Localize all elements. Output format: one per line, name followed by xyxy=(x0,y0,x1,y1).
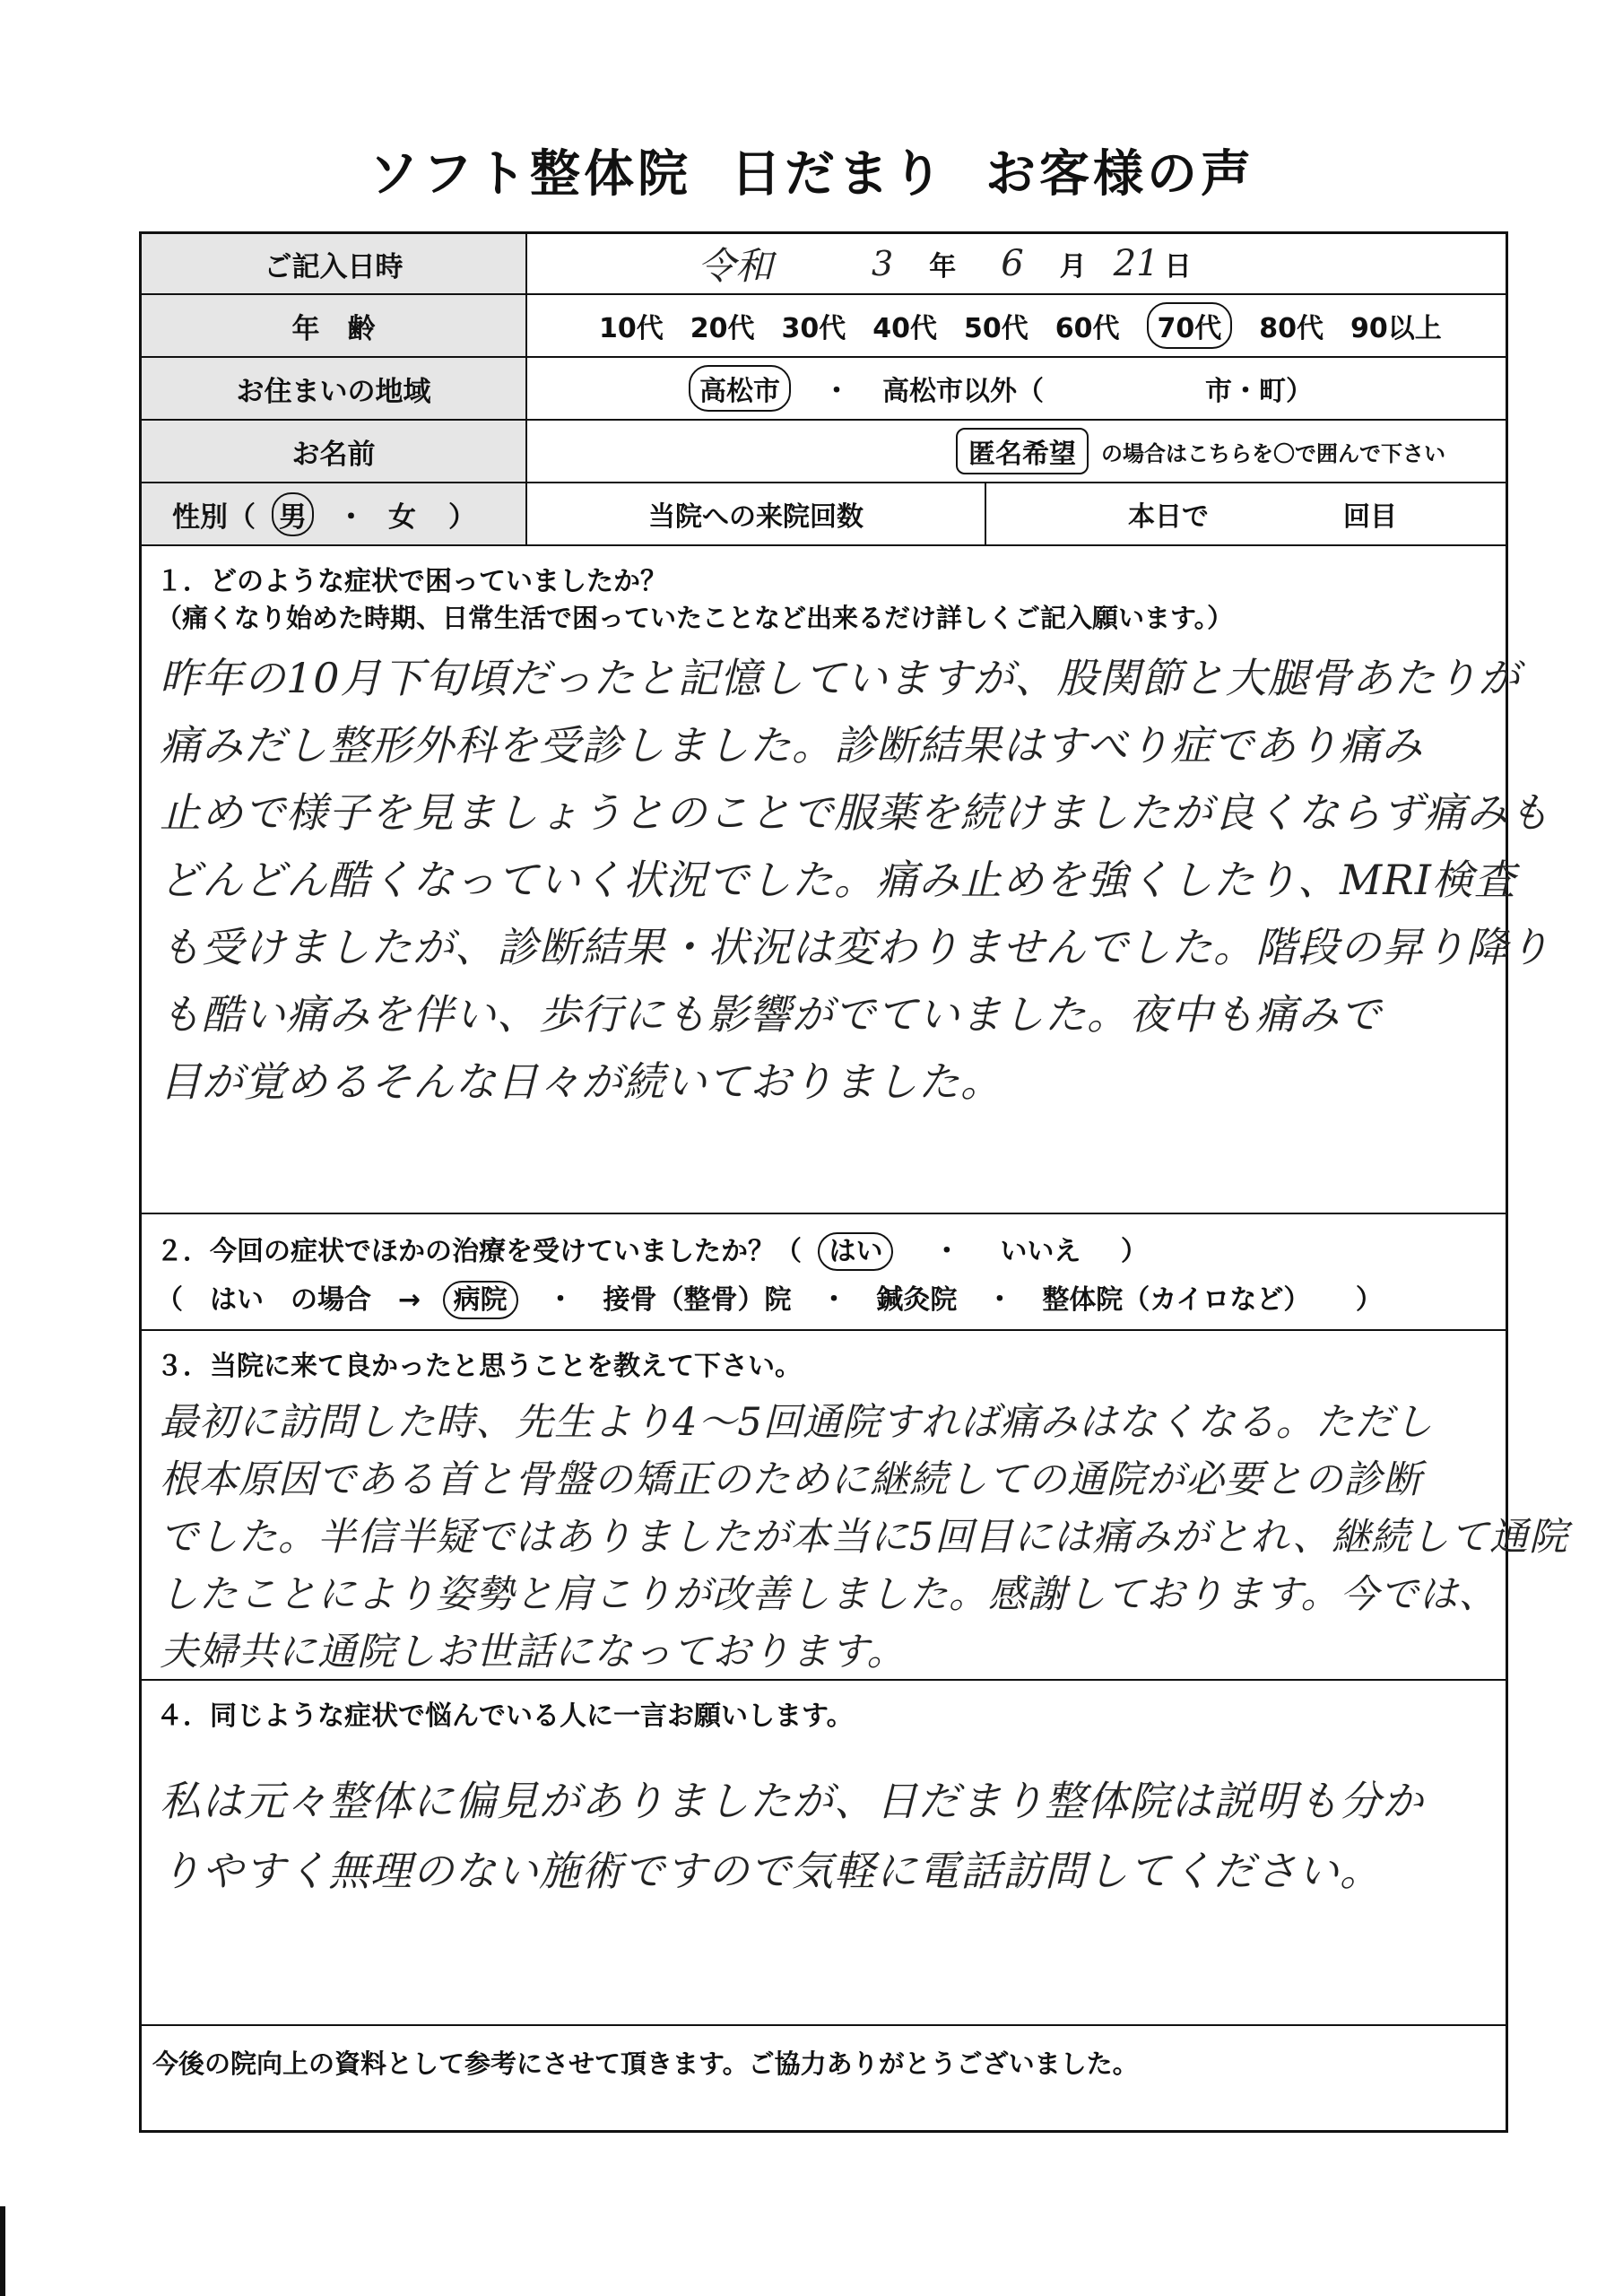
q2-question-line xyxy=(156,1229,1148,1268)
answer-line: 最初に訪問した時、先生より4〜5回通院すれば痛みはなくなる。ただし xyxy=(160,1400,1434,1445)
q2-type-option[interactable]: 整体院（カイロなど） xyxy=(1042,1284,1311,1316)
form-subtitle: お客様の声 xyxy=(985,145,1254,204)
age-option[interactable]: 30代 xyxy=(781,313,846,344)
answer-line: も酷い痛みを伴い、歩行にも影響がでていました。夜中も痛みで xyxy=(160,990,1382,1039)
q2-question: ２．今回の症状でほかの治療を受けていましたか？（ xyxy=(156,1236,802,1267)
age-option[interactable]: 50代 xyxy=(964,313,1028,344)
gender-suffix: ） xyxy=(448,500,476,534)
age-options[interactable] xyxy=(599,295,1469,356)
year-unit: 年 xyxy=(929,251,957,283)
q1-note: （痛くなり始めた時期、日常生活で困っていたことなど出来るだけ詳しくご記入願います。） xyxy=(156,603,1234,633)
answer-line: 目が覚めるそんな日々が続いておりました。 xyxy=(160,1057,1002,1106)
visits-label: 当院への来院回数 xyxy=(527,483,986,544)
today-label: 本日で xyxy=(1128,501,1209,533)
row-name xyxy=(142,421,1506,483)
age-option[interactable]: 90以上 xyxy=(1350,313,1442,344)
answer-line: 昨年の10月下旬頃だったと記憶していますが、股関節と大腿骨あたりが xyxy=(160,654,1521,702)
q2-sub-suffix: ） xyxy=(1355,1284,1383,1316)
q2-yes-selected[interactable]: はい xyxy=(818,1232,893,1271)
q2-no[interactable]: いいえ xyxy=(1000,1236,1081,1267)
q2-close: ） xyxy=(1120,1236,1148,1267)
answer-line: でした。半信半疑ではありましたが本当に5回目には痛みがとれ、継続して通院 xyxy=(160,1515,1568,1560)
area-separator: ・ xyxy=(823,376,850,407)
q1-question: １．どのような症状で困っていましたか？ xyxy=(156,566,667,597)
page-title xyxy=(0,135,1623,206)
scan-edge-mark xyxy=(0,2206,5,2296)
answer-line: どんどん酷くなっていく状況でした。痛み止めを強くしたり、MRI検査 xyxy=(160,856,1516,904)
visit-count-unit[interactable]: 回目 xyxy=(1343,501,1397,533)
answer-line: も受けましたが、診断結果・状況は変わりませんでした。階段の昇り降り xyxy=(160,923,1550,971)
row-age xyxy=(142,295,1506,358)
answer-line: 痛みだし整形外科を受診しました。診断結果はすべり症であり痛み xyxy=(160,721,1424,770)
q2-type-line: （ はい の場合 → 病院 ・ 接骨（整骨）院 ・ 鍼灸院 ・ 整体院（カイロなど） ） xyxy=(156,1277,1383,1317)
name-label: お名前 xyxy=(142,421,527,482)
area-option-takamatsu[interactable]: 高松市 xyxy=(689,365,791,412)
age-option-selected[interactable]: 70代 xyxy=(1147,302,1233,349)
entry-date-label: ご記入日時 xyxy=(142,234,527,293)
q2-type-selected[interactable]: 病院 xyxy=(443,1281,518,1319)
q2-type-option[interactable]: 鍼灸院 xyxy=(876,1284,958,1316)
q2-type-option[interactable]: 接骨（整骨）院 xyxy=(603,1284,792,1316)
footer-section xyxy=(142,2026,1506,2133)
gender-group[interactable] xyxy=(142,483,527,544)
age-option[interactable]: 80代 xyxy=(1259,313,1324,344)
age-label: 年 齢 xyxy=(142,295,527,356)
q3-question: ３．当院に来て良かったと思うことを教えて下さい。 xyxy=(156,1351,802,1382)
gender-separator: ・ xyxy=(337,500,365,534)
age-option[interactable]: 10代 xyxy=(599,313,664,344)
gender-option[interactable]: 女 xyxy=(388,500,416,534)
survey-form xyxy=(139,231,1568,2133)
section-q3 xyxy=(142,1331,1568,1681)
anon-option-selected[interactable]: 匿名希望 xyxy=(956,428,1089,474)
area-suffix: 市・町） xyxy=(1205,376,1313,407)
answer-line: りやすく無理のない施術ですので気軽に電話訪問してください。 xyxy=(160,1847,1382,1895)
era-handwritten: 令和 xyxy=(698,244,774,288)
age-option[interactable]: 40代 xyxy=(872,313,937,344)
area-options[interactable] xyxy=(689,358,1313,419)
answer-line: 私は元々整体に偏見がありましたが、日だまり整体院は説明も分か xyxy=(160,1777,1424,1825)
q2-separator: ・ xyxy=(933,1236,960,1267)
month-handwritten: 6 xyxy=(1001,243,1024,284)
clinic-type: ソフト整体院 xyxy=(369,145,691,204)
q3-answer[interactable] xyxy=(160,1394,1568,1681)
year-handwritten: 3 xyxy=(872,244,894,283)
clinic-name: 日だまり xyxy=(731,145,946,204)
age-option[interactable]: 20代 xyxy=(690,313,755,344)
anon-option-group[interactable] xyxy=(956,421,1445,482)
answer-line: 根本原因である首と骨盤の矯正のために継続しての通院が必要との診断 xyxy=(160,1457,1422,1502)
section-q2 xyxy=(142,1214,1506,1331)
q1-answer[interactable] xyxy=(160,645,1550,1116)
day-handwritten: 21 xyxy=(1113,243,1159,284)
area-label: お住まいの地域 xyxy=(142,358,527,419)
footer-text: 今後の院向上の資料として参考にさせて頂きます。ご協力ありがとうございました。 xyxy=(152,2048,1139,2079)
row-entry-date xyxy=(142,234,1506,295)
age-option[interactable]: 60代 xyxy=(1055,313,1120,344)
area-option-other[interactable]: 高松市以外（ xyxy=(882,376,1044,407)
day-unit: 日 xyxy=(1164,251,1192,283)
answer-line: 夫婦共に通院しお世話になっております。 xyxy=(160,1630,907,1674)
row-gender-visits xyxy=(142,483,1506,546)
q2-sub-prefix: （ はい の場合 → xyxy=(156,1284,421,1316)
row-area xyxy=(142,358,1506,421)
gender-prefix: 性別（ xyxy=(172,500,256,534)
anon-note: の場合はこちらを〇で囲んで下さい xyxy=(1101,440,1445,466)
answer-line: 止めで様子を見ましょうとのことで服薬を続けましたが良くならず痛みも xyxy=(160,788,1550,837)
month-unit: 月 xyxy=(1059,251,1087,283)
section-q4 xyxy=(142,1681,1506,2026)
answer-line: したことにより姿勢と肩こりが改善しました。感謝しております。今では、 xyxy=(160,1572,1498,1617)
q4-answer[interactable] xyxy=(160,1766,1491,1906)
entry-date-value[interactable] xyxy=(698,234,1192,293)
q4-question: ４．同じような症状で悩んでいる人に一言お願いします。 xyxy=(156,1700,854,1732)
section-q1 xyxy=(142,546,1550,1214)
gender-option-selected[interactable]: 男 xyxy=(272,492,314,536)
